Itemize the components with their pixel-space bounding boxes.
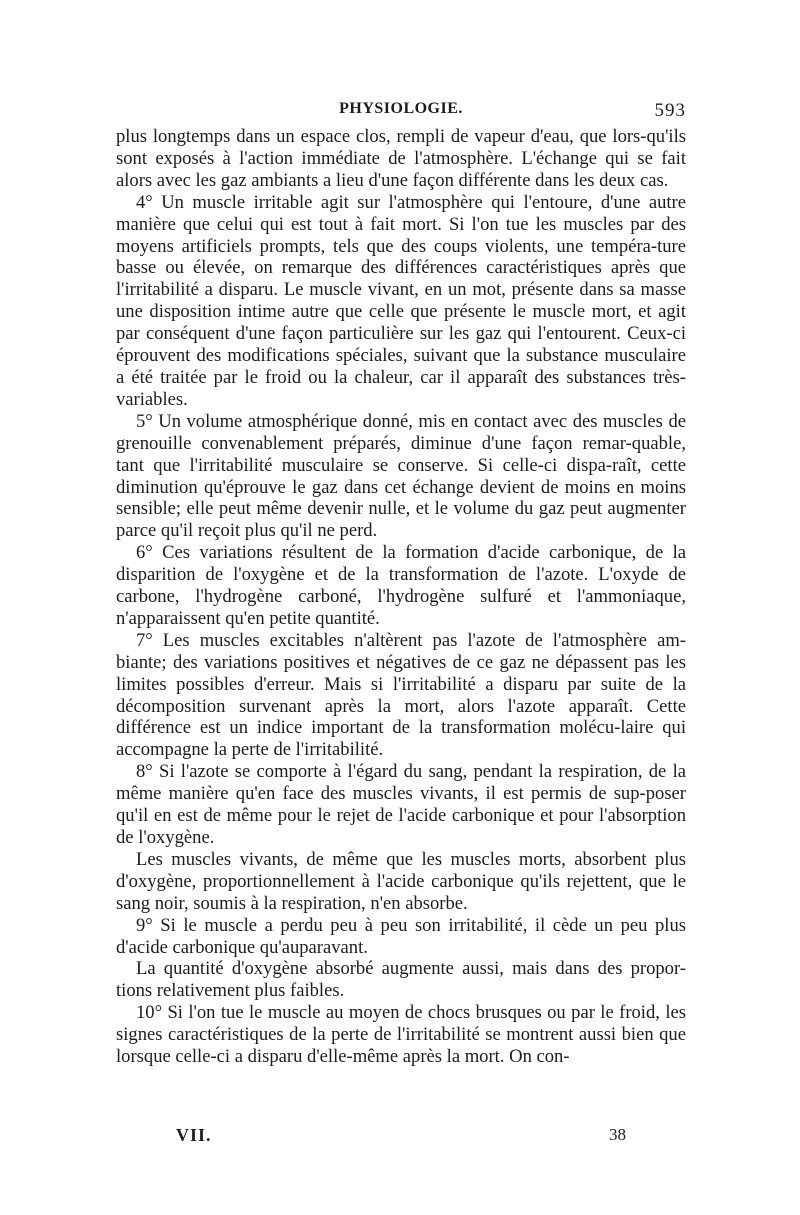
running-header [116,100,686,128]
paragraph-point-8: 8° Si l'azote se comporte à l'égard du sang, pendant la respiration, de la même manière qu'en face des muscles vivants, il est permis de sup-poser qu'il en est de même pour le rejet de l'acide carbonique et pour l'absorption de l'oxygène. [116,761,686,848]
paragraph-oxygen-quantity: La quantité d'oxygène absorbé augmente aussi, mais dans des propor-tions relativement plus faibles. [116,958,686,1002]
paragraph-point-9: 9° Si le muscle a perdu peu à peu son irritabilité, il cède un peu plus d'acide carbonique qu'auparavant. [116,914,686,958]
paragraph-point-7: 7° Les muscles excitables n'altèrent pas l'azote de l'atmosphère am-biante; des variations positives et négatives de ce gaz ne dépassent pas les limites possibles d'erreur. Mais si l'irritabilité a disparu par suite de la décomposition survenant après la mort, alors l'azote apparaît. Cette différence est un indice important de la transformation molécu-laire qui accompagne la perte de l'irritabilité. [116,629,686,761]
paragraph-point-5: 5° Un volume atmosphérique donné, mis en contact avec des muscles de grenouille convenablement préparés, diminue d'une façon remar-quable, tant que l'irritabilité musculaire se conserve. Si celle-ci dispa-raît, cette diminution qu'éprouve le gaz dans cet échange devient de moins en moins sensible; elle peut même devenir nulle, et le volume du gaz peut augmenter parce qu'il reçoit plus qu'il ne perd. [116,410,686,542]
paragraph-point-6: 6° Ces variations résultent de la formation d'acide carbonique, de la disparition de l'oxygène et de la transformation de l'azote. L'oxyde de carbone, l'hydrogène carboné, l'hydrogène sulfuré et l'ammoniaque, n'apparaissent qu'en petite quantité. [116,542,686,629]
paragraph-point-10: 10° Si l'on tue le muscle au moyen de chocs brusques ou par le froid, les signes caractéristiques de la perte de l'irritabilité se montrent aussi bien que lorsque celle-ci a disparu d'elle-même après la mort. On con- [116,1002,686,1068]
page-footer [176,1125,626,1151]
body-text [116,126,686,1068]
running-title: PHYSIOLOGIE. [339,100,463,117]
page-number: 593 [654,100,686,121]
paragraph-point-4: 4° Un muscle irritable agit sur l'atmosphère qui l'entoure, d'une autre manière que celui qui est tout à fait mort. Si l'on tue les muscles par des moyens artificiels prompts, tels que des coups violents, une tempéra-ture basse ou élevée, on remarque des différences caractéristiques après que l'irritabilité a disparu. Le muscle vivant, en un mot, présente dans sa masse une disposition intime autre que celle que présente le muscle mort, et agit par conséquent d'une façon particulière sur les gaz qui l'entourent. Ceux-ci éprouvent des modifications spéciales, suivant que la substance musculaire a été traitée par le froid ou la chaleur, car il apparaît des substances très-variables. [116,191,686,410]
volume-signature: VII. [176,1125,212,1145]
paragraph-continued: plus longtemps dans un espace clos, rempli de vapeur d'eau, que lors-qu'ils sont exposés à l'action immédiate de l'atmosphère. L'échange qui se fait alors avec les gaz ambiants a lieu d'une façon différente dans les deux cas. [116,126,686,191]
paragraph-muscles-oxygen: Les muscles vivants, de même que les muscles morts, absorbent plus d'oxygène, proportionnellement à l'acide carbonique qu'ils rejettent, que le sang noir, soumis à la respiration, n'en absorbe. [116,848,686,914]
sheet-number: 38 [609,1125,626,1144]
